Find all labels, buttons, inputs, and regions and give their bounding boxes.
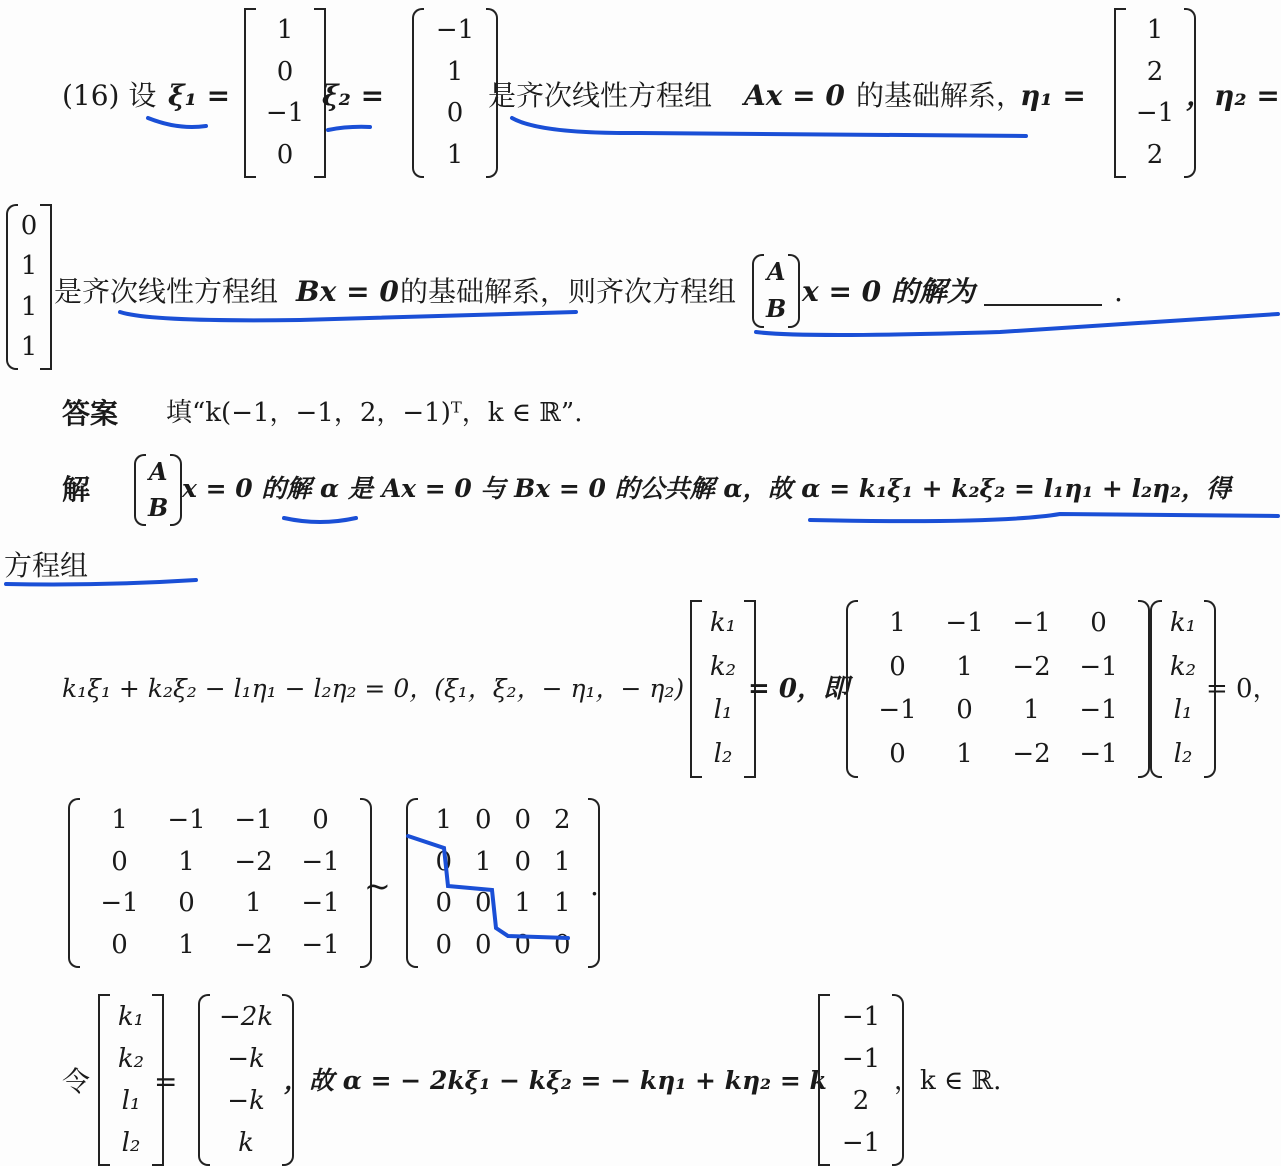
matrix-entry: 1 (889, 608, 906, 639)
final-domain: ，k ∈ ℝ. (894, 1066, 1002, 1096)
matrix-entry: −1 (1012, 608, 1051, 639)
clause-homogeneous-a: 是齐次线性方程组 (488, 79, 713, 112)
ab-bot-b: B (148, 492, 169, 522)
vector-entry: 1 (276, 15, 294, 46)
matrix-entry: 1 (553, 846, 571, 877)
answer-label: 答案 (62, 397, 119, 430)
vector-entry: k₁ (1169, 608, 1197, 639)
unknowns-cells-b (1162, 600, 1204, 778)
clause-basis-b: 的基础解系，则齐次方程组 (400, 275, 737, 308)
unknowns-cells-a (702, 600, 744, 778)
problem-number: (16) 设 (62, 79, 157, 112)
vector-entry: −1 (435, 15, 475, 46)
matrix-entry: 1 (956, 738, 973, 769)
vector-entry: −1 (841, 1127, 881, 1158)
eta2-vector (6, 204, 52, 370)
matrix-entry: −2 (234, 846, 273, 877)
matrix-entry: −1 (1079, 695, 1118, 726)
coef-cells-b (80, 798, 360, 968)
matrix-entry: 0 (474, 929, 492, 960)
reduced-matrix (406, 798, 600, 968)
vector-entry: 1 (20, 332, 38, 363)
matrix-entry: −2 (234, 929, 273, 960)
vector-entry: −1 (841, 1001, 881, 1032)
matrix-entry: 0 (514, 805, 532, 836)
vector-entry: k₂ (709, 651, 737, 682)
xi1-cells (256, 8, 314, 178)
matrix-entry: 1 (956, 651, 973, 682)
underline-equation (810, 514, 1278, 521)
vector-entry: 0 (276, 139, 294, 170)
matrix-entry: 0 (111, 846, 128, 877)
vector-entry: k₁ (117, 1001, 145, 1032)
vector-entry: l₁ (1173, 695, 1193, 726)
vector-entry: l₁ (713, 695, 733, 726)
matrix-entry: 1 (1023, 695, 1040, 726)
matrix-entry: −1 (945, 608, 984, 639)
matrix-entry: 0 (178, 888, 195, 919)
underline-xi2 (328, 127, 370, 130)
ab-block-problem (752, 254, 800, 328)
let-label: 令 (62, 1065, 91, 1098)
clause-basis-a: 的基础解系， (856, 79, 1025, 112)
solution-label: 解 (62, 473, 91, 506)
matrix-entry: −1 (100, 888, 139, 919)
equals-zero-end: = 0， (1206, 674, 1279, 704)
xi2-cells (424, 8, 486, 178)
ab-top-a: A (766, 257, 786, 287)
vector-entry: k₂ (1169, 651, 1197, 682)
eta2-label: ，η₂ = (1186, 79, 1280, 112)
final-expression: ，故 α = − 2kξ₁ − kξ₂ = − kη₁ + kη₂ = k (284, 1066, 827, 1095)
matrix-entry: 1 (474, 846, 492, 877)
eta1-label: η₁ = (1020, 79, 1086, 112)
matrix-entry: 0 (553, 929, 571, 960)
underline-clause1 (512, 118, 1026, 136)
vector-entry: 0 (20, 210, 38, 241)
let-equals: = (154, 1065, 178, 1098)
vector-entry: 1 (20, 251, 38, 282)
xi1-label: ξ₁ = (168, 79, 231, 112)
matrix-entry: 0 (474, 888, 492, 919)
vector-entry: 1 (446, 56, 464, 87)
matrix-entry: 0 (435, 888, 453, 919)
matrix-entry: 0 (435, 929, 453, 960)
reduction-period: . (590, 869, 599, 902)
vector-entry: −2k (218, 1001, 274, 1032)
coefficient-matrix-b (68, 798, 372, 968)
ab-bot-a: B (766, 294, 787, 324)
eta2-cells (18, 204, 40, 370)
eta1-cells (1126, 8, 1184, 178)
matrix-entry: −1 (878, 695, 917, 726)
clause-solution-is: x = 0 的解为 (802, 275, 975, 308)
matrix-entry: 0 (1090, 608, 1107, 639)
matrix-entry: 0 (514, 846, 532, 877)
matrix-entry: 0 (514, 929, 532, 960)
matrix-entry: −1 (301, 888, 340, 919)
ab-top-b: A (148, 456, 168, 486)
answer-blank (984, 304, 1102, 306)
equation-ax: Ax = 0 (744, 79, 845, 112)
matrix-entry: −1 (1079, 738, 1118, 769)
xi2-label: ξ₂ = (322, 79, 385, 112)
final-cells (830, 994, 892, 1166)
equation-bx: Bx = 0 (296, 275, 399, 308)
matrix-entry: 1 (111, 805, 128, 836)
solution-line1: x = 0 的解 α 是 Ax = 0 与 Bx = 0 的公共解 α，故 α = k₁ξ₁ + k₂ξ₂ = l₁η₁ + l₂η₂，得 (182, 474, 1232, 503)
underline-ab-solution (756, 314, 1278, 335)
underline-xi1 (148, 118, 206, 127)
vector-entry: l₂ (1173, 738, 1193, 769)
underline-clause2 (120, 312, 576, 320)
matrix-entry: −1 (234, 805, 273, 836)
matrix-entry: −1 (167, 805, 206, 836)
matrix-entry: −1 (301, 929, 340, 960)
unknowns-vector-a (690, 600, 756, 778)
vector-entry: −1 (841, 1043, 881, 1074)
matrix-entry: 1 (178, 846, 195, 877)
matrix-entry: 1 (514, 888, 532, 919)
matrix-entry: −1 (1079, 651, 1118, 682)
matrix-entry: 1 (553, 888, 571, 919)
vector-entry: l₂ (121, 1127, 141, 1158)
vector-entry: −1 (265, 98, 305, 129)
answer-text: 填“k(−1，−1，2，−1)ᵀ，k ∈ ℝ”. (166, 398, 583, 428)
vector-entry: 2 (1146, 56, 1164, 87)
vector-entry: −k (227, 1085, 265, 1116)
matrix-entry: 1 (178, 929, 195, 960)
vector-entry: 1 (20, 291, 38, 322)
matrix-entry: −1 (301, 846, 340, 877)
matrix-entry: 1 (245, 888, 262, 919)
vector-entry: l₂ (713, 738, 733, 769)
coef-cells-a (858, 600, 1138, 778)
vector-entry: 1 (1146, 15, 1164, 46)
clause-homogeneous-b: 是齐次线性方程组 (54, 275, 279, 308)
vector-entry: −1 (1135, 98, 1175, 129)
vector-entry: k₁ (709, 608, 737, 639)
matrix-entry: 0 (889, 738, 906, 769)
vector-entry: l₁ (121, 1085, 141, 1116)
eta1-vector (1114, 8, 1196, 178)
vector-entry: 0 (446, 98, 464, 129)
xi2-vector (412, 8, 498, 178)
vector-entry: 2 (1146, 139, 1164, 170)
reduced-cells (418, 798, 588, 968)
matrix-entry: 0 (312, 805, 329, 836)
parameter-cells (210, 994, 282, 1166)
matrix-entry: −2 (1012, 651, 1051, 682)
equals-zero-namely: = 0，即 (748, 674, 849, 704)
vector-entry: −k (227, 1043, 265, 1074)
coefficient-matrix-a (846, 600, 1150, 778)
ab-block-solution (134, 454, 182, 526)
blank-period: . (1114, 275, 1123, 308)
vector-entry: k (238, 1127, 254, 1158)
matrix-entry: 0 (474, 805, 492, 836)
underline-alpha (284, 518, 356, 522)
final-vector (818, 994, 904, 1166)
matrix-entry: 0 (889, 651, 906, 682)
vector-entry: 1 (446, 139, 464, 170)
parameter-vector (198, 994, 294, 1166)
vector-entry: k₂ (117, 1043, 145, 1074)
xi1-vector (244, 8, 326, 178)
matrix-entry: 0 (111, 929, 128, 960)
matrix-entry: 0 (435, 846, 453, 877)
matrix-entry: 2 (553, 805, 571, 836)
unknowns-cells-c (110, 994, 152, 1166)
solution-line2: 方程组 (4, 549, 89, 582)
vector-entry: 0 (276, 56, 294, 87)
row-equivalence-tilde: ~ (364, 867, 391, 905)
matrix-entry: 0 (956, 695, 973, 726)
matrix-entry: −2 (1012, 738, 1051, 769)
linear-combination-equation: k₁ξ₁ + k₂ξ₂ − l₁η₁ − l₂η₂ = 0，(ξ₁，ξ₂，− η₁，− η₂) (62, 674, 685, 703)
matrix-entry: 1 (435, 805, 453, 836)
vector-entry: 2 (852, 1085, 870, 1116)
